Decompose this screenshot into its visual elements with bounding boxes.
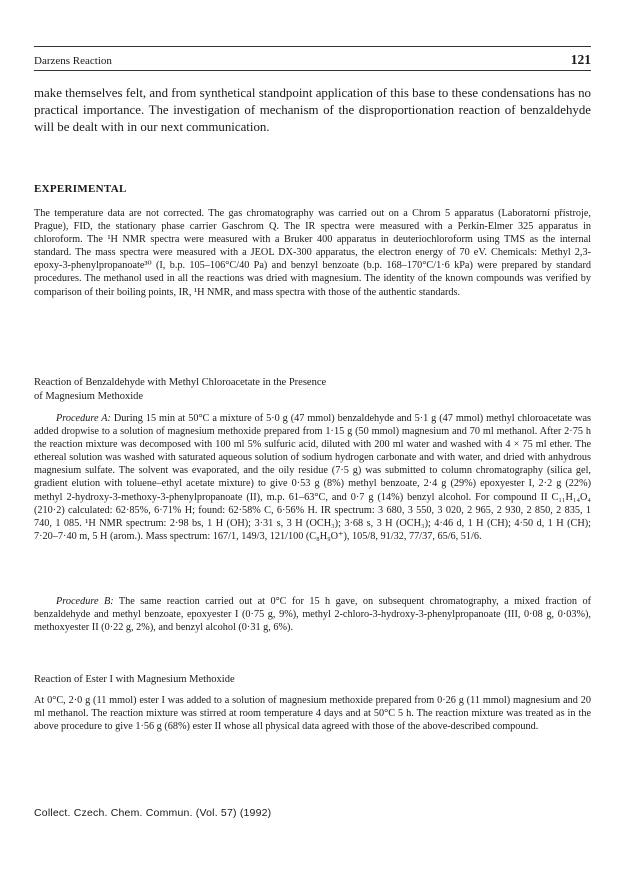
procedure-a-label: Procedure A: xyxy=(56,413,111,424)
section-1-heading-line2: of Magnesium Methoxide xyxy=(34,391,144,402)
section-2-heading: Reaction of Ester I with Magnesium Methoxide xyxy=(34,674,235,685)
journal-citation: Collect. Czech. Chem. Commun. (Vol. 57) (1992) xyxy=(34,807,272,819)
procedure-a-paragraph xyxy=(34,412,591,543)
experimental-heading: EXPERIMENTAL xyxy=(34,183,127,195)
intro-paragraph: make themselves felt, and from synthetical standpoint application of this base to these condensations has no practical importance. The investigation of mechanism of the disproportionation reaction of benzaldehyde will be dealt with in our next communication. xyxy=(34,86,591,134)
header-rule-bottom xyxy=(34,70,591,71)
experimental-paragraph: The temperature data are not corrected. The gas chromatography was carried out on a Chrom 5 apparatus (Laboratorní přístroje, Prague), FID, the stationary phase carrier Gaschrom Q. The IR spectra were measured with a Perkin-Elmer 325 apparatus in chloroform. The ¹H NMR spectra were measured with a Bruker 400 apparatus in deuteriochloroform using TMS as the internal standard. The mass spectra were measured with a JEOL DX-300 apparatus, the electron energy of 70 eV. Chemicals: Methyl 2,3-epoxy-3-phenylpropanoate³⁰ (I, b.p. 105–106°C/40 Pa) and benzyl benzoate (b.p. 168–170°C/1·6 kPa) were prepared by standard procedures. The methanol used in all the reactions was dried with magnesium. The identity of the known compounds was verified by comparison of their boiling points, IR, ¹H NMR, and mass spectra with those of the authentic standards. xyxy=(34,208,591,298)
procedure-b-text: The same reaction carried out at 0°C for 15 h gave, on subsequent chromatography, a mixed fraction of benzaldehyde and methyl benzoate, epoxyester I (0·75 g, 9%), methyl 2-chloro-3-hydroxy-3-phenylpropanoate (III, 0·08 g, 0·03%), methoxyester II (0·22 g, 2%), and benzyl alcohol (0·31 g, 6%). xyxy=(34,596,591,634)
procedure-a-text: During 15 min at 50°C a mixture of 5·0 g (47 mmol) benzaldehyde and 5·1 g (47 mmol) methyl chloroacetate was added dropwise to a solution of magnesium methoxide prepared from 1·15 g (50 mmol) magnesium and 70 ml methanol. After 2·75 h the reaction mixture was decomposed with 100 ml 5% sulfuric acid, diluted with 200 ml water and washed with 4 × 75 ml ether. The ethereal solution was washed with saturated aqueous solution of sodium hydrogen carbonate and with water, and dried with anhydrous magnesium sulfate. The solvent was evaporated, and the oily residue (7·5 g) was submitted to column chromatography (silica gel, gradient elution with toluene–ethyl acetate mixture) to give 0·53 g (8%) methyl benzoate, 2·4 g (29%) epoxyester I, 2·2 g (22%) methyl 2-hydroxy-3-methoxy-3-phenylpropanoate (II), m.p. 61–63°C, and 0·7 g (14%) benzyl alcohol. For compound II C₁₁H₁₄O₄ (210·2) calculated: 62·85%, 6·71% H; found: 62·58% C, 6·56% H. IR spectrum: 3 680, 3 550, 3 020, 2 965, 2 930, 2 850, 2 835, 1 740, 1 085. ¹H NMR spectrum: 2·98 bs, 1 H (OH); 3·31 s, 3 H (OCH₃); 3·68 s, 3 H (OCH₃); 4·46 d, 1 H (CH); 4·50 d, 1 H (CH); 7·20–7·40 m, 5 H (arom.). Mass spectrum: 167/1, 149/3, 121/100 (C₈H₉O⁺), 105/8, 91/32, 77/37, 65/6, 51/6. xyxy=(34,413,591,542)
procedure-b-label: Procedure B: xyxy=(56,596,114,607)
procedure-b-paragraph xyxy=(34,595,591,634)
running-title: Darzens Reaction xyxy=(34,55,112,67)
section-1-heading-line1: Reaction of Benzaldehyde with Methyl Chloroacetate in the Presence xyxy=(34,377,327,388)
header-rule-top xyxy=(34,46,591,47)
page-number: 121 xyxy=(570,52,591,67)
section-2-paragraph: At 0°C, 2·0 g (11 mmol) ester I was added to a solution of magnesium methoxide prepared from 0·26 g (11 mmol) magnesium and 20 ml methanol. The reaction mixture was stirred at room temperature 4 days and at 50°C 5 h. The reaction mixture was treated as in the above procedure to give 1·56 g (68%) ester II whose all physical data agreed with those of the above-described compound. xyxy=(34,695,591,733)
running-header xyxy=(34,52,591,68)
section-1-heading xyxy=(34,376,326,404)
